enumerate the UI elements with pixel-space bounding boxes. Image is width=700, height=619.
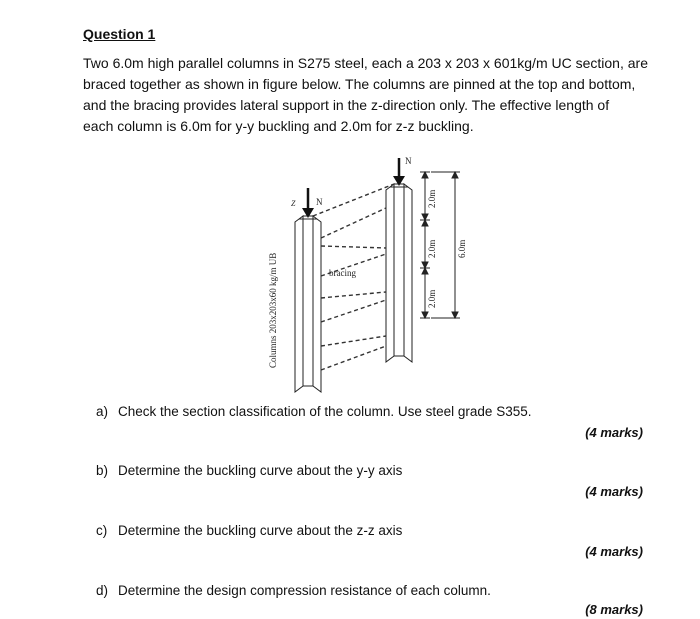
segment-label: 2.0m [427,239,437,258]
total-length-label: 6.0m [457,239,467,258]
load-arrow-left [302,188,314,218]
part-c-marks: (4 marks) [585,544,643,559]
part-question: Determine the buckling curve about the z-z axis [118,523,403,538]
part-a-marks: (4 marks) [585,425,643,440]
part-label: b) [96,463,109,478]
part-question: Determine the buckling curve about the y-y axis [118,463,403,478]
bracing-label: bracing [329,268,356,278]
bracing-figure [255,150,475,400]
part-d-marks: (8 marks) [585,602,643,617]
load-arrow-right [393,158,405,186]
question-intro [83,53,648,137]
part-label: d) [96,583,109,598]
part-d-text [96,582,491,600]
part-label: a) [96,404,109,419]
part-b-marks: (4 marks) [585,484,643,499]
intro-line: each column is 6.0m for y-y buckling and 2.0m for z-z buckling. [83,118,474,134]
segment-label: 2.0m [427,289,437,308]
part-label: c) [96,523,108,538]
load-label-left: N [316,197,323,207]
part-question: Check the section classification of the column. Use steel grade S355. [118,404,532,419]
part-a-text [96,403,531,421]
columns-side-label: Columns 203x203x60 kg/m UB [268,252,278,368]
part-b-text [96,462,402,480]
left-column [295,216,321,392]
question-title: Question 1 [83,26,156,42]
z-axis-label: Z [291,199,296,208]
intro-line: Two 6.0m high parallel columns in S275 steel, each a 203 x 203 x 601kg/m UC section, are [83,55,648,71]
segment-label: 2.0m [427,189,437,208]
intro-line: braced together as shown in figure below. The columns are pinned at the top and bottom, [83,76,636,92]
part-question: Determine the design compression resistance of each column. [118,583,491,598]
right-column [386,184,412,362]
intro-line: and the bracing provides lateral support in the z-direction only. The effective length of [83,97,610,113]
load-label-right: N [405,156,412,166]
part-c-text [96,522,402,540]
